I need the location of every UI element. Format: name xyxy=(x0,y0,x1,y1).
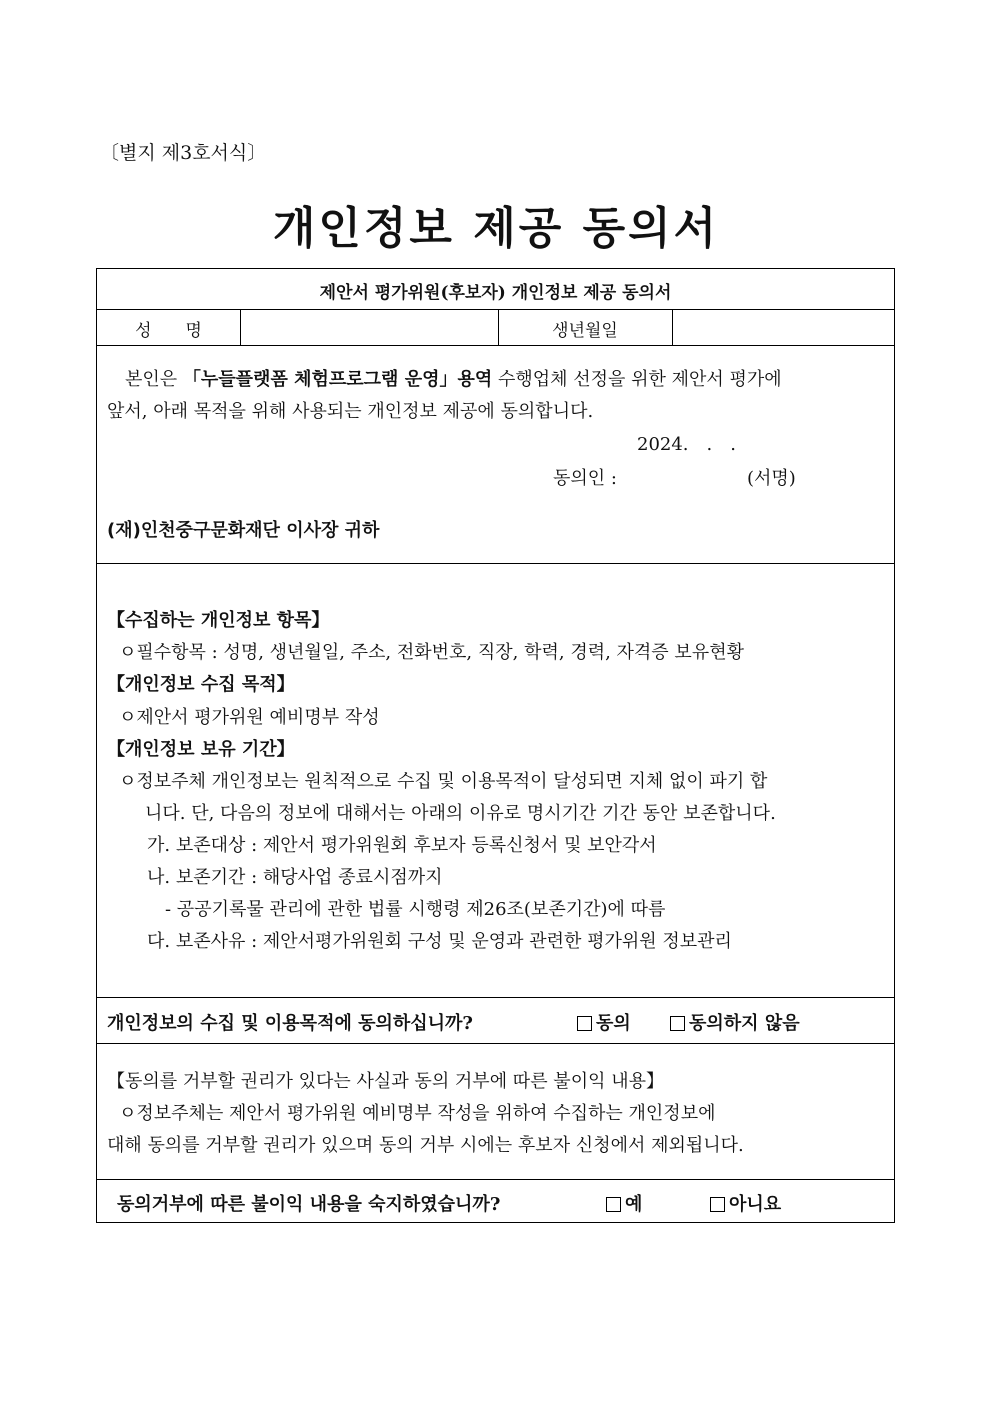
no-option[interactable] xyxy=(710,1190,781,1216)
refusal-line-1: ㅇ정보주체는 제안서 평가위원 예비명부 작성을 위하여 수집하는 개인정보에 xyxy=(119,1103,716,1124)
form-number: 〔별지 제3호서식〕 xyxy=(100,142,267,164)
form-header: 제안서 평가위원(후보자) 개인정보 제공 동의서 xyxy=(319,283,672,303)
acknowledge-question: 동의거부에 따른 불이익 내용을 숙지하였습니까? xyxy=(117,1194,501,1215)
retention-law: - 공공기록물 관리에 관한 법률 시행령 제26조(보존기간)에 따름 xyxy=(165,899,666,920)
consent-form xyxy=(96,268,895,1223)
consent-suffix: 수행업체 선정을 위한 제안서 평가에 xyxy=(492,369,782,390)
consent-line-2: 앞서, 아래 목적을 위해 사용되는 개인정보 제공에 동의합니다. xyxy=(107,401,594,422)
form-header-row xyxy=(97,269,894,309)
details-section xyxy=(97,563,894,997)
retention-period: 나. 보존기간 : 해당사업 종료시점까지 xyxy=(147,867,443,888)
agree-checkbox[interactable] xyxy=(577,1016,592,1031)
no-checkbox[interactable] xyxy=(710,1197,725,1212)
disagree-label: 동의하지 않음 xyxy=(689,1013,800,1034)
name-label: 성 명 xyxy=(135,321,202,341)
consent-question: 개인정보의 수집 및 이용목적에 동의하십니까? xyxy=(107,1013,473,1034)
consent-line-1 xyxy=(107,365,884,391)
agree-option[interactable] xyxy=(577,1009,631,1035)
divider xyxy=(672,309,673,345)
retention-reason: 다. 보존사유 : 제안서평가위원회 구성 및 운영과 관련한 평가위원 정보관리 xyxy=(147,931,732,952)
acknowledge-question-row xyxy=(97,1179,894,1224)
personal-info-row xyxy=(97,309,894,345)
signer-label: 동의인 : xyxy=(553,468,617,489)
period-line-2: 니다. 단, 다음의 정보에 대해서는 아래의 이유로 명시기간 기간 동안 보존합니다. xyxy=(145,803,776,824)
agree-label: 동의 xyxy=(596,1013,631,1034)
refusal-section xyxy=(97,1043,894,1179)
refusal-heading: 【동의를 거부할 권리가 있다는 사실과 동의 거부에 따른 불이익 내용】 xyxy=(107,1071,664,1092)
items-text: ㅇ필수항목 : 성명, 생년월일, 주소, 전화번호, 직장, 학력, 경력, 자격증 보유현황 xyxy=(119,642,744,663)
yes-label: 예 xyxy=(625,1194,643,1215)
document-title: 개인정보 제공 동의서 xyxy=(272,203,720,254)
consent-date: 2024. . . xyxy=(637,434,736,455)
no-label: 아니요 xyxy=(729,1194,782,1215)
yes-checkbox[interactable] xyxy=(606,1197,621,1212)
refusal-line-2: 대해 동의를 거부할 권리가 있으며 동의 거부 시에는 후보자 신청에서 제외됩니다. xyxy=(107,1135,744,1156)
period-line-1: ㅇ정보주체 개인정보는 원칙적으로 수집 및 이용목적이 달성되면 지체 없이 파기 합 xyxy=(119,771,768,792)
period-heading: 【개인정보 보유 기간】 xyxy=(107,739,295,760)
project-name: 「누들플랫폼 체험프로그램 운영」용역 xyxy=(182,369,493,390)
divider xyxy=(240,309,241,345)
purpose-text: ㅇ제안서 평가위원 예비명부 작성 xyxy=(119,707,380,728)
addressee: (재)인천중구문화재단 이사장 귀하 xyxy=(107,520,380,541)
retention-target: 가. 보존대상 : 제안서 평가위원회 후보자 등록신청서 및 보안각서 xyxy=(147,835,657,856)
purpose-heading: 【개인정보 수집 목적】 xyxy=(107,674,295,695)
disagree-option[interactable] xyxy=(670,1009,800,1035)
items-heading: 【수집하는 개인정보 항목】 xyxy=(107,610,330,631)
consent-prefix: 본인은 xyxy=(125,369,183,390)
signature-label: (서명) xyxy=(747,468,796,489)
disagree-checkbox[interactable] xyxy=(670,1016,685,1031)
yes-option[interactable] xyxy=(606,1190,642,1216)
consent-statement xyxy=(97,345,894,563)
birth-label: 생년월일 xyxy=(552,321,618,341)
consent-question-row xyxy=(97,997,894,1043)
